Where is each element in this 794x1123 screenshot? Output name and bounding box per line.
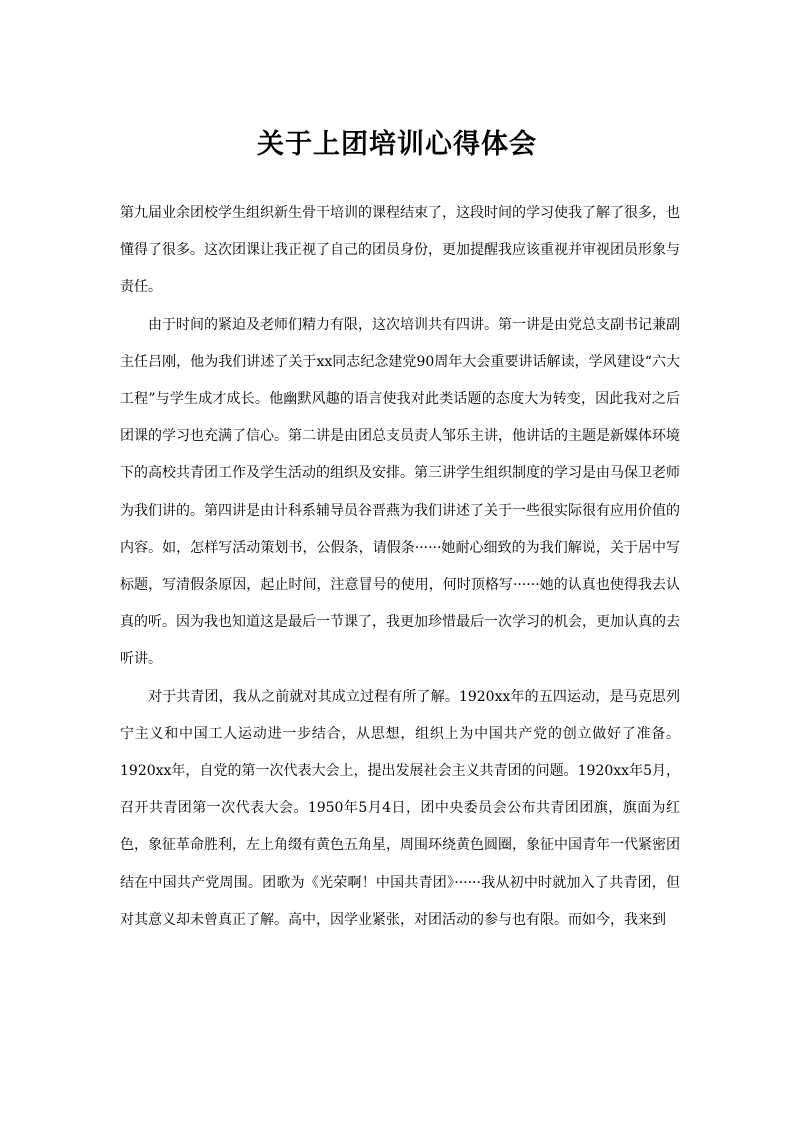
document-title: 关于上团培训心得体会: [257, 129, 537, 160]
paragraph-1: 第九届业余团校学生组织新生骨干培训的课程结束了，这段时间的学习使我了解了很多，也懂得了很多。这次团课让我正视了自己的团员身份，更加提醒我应该重视并审视团员形象与责任。: [120, 205, 680, 296]
paragraph-3: 对于共青团，我从之前就对其成立过程有所了解。1920xx年的五四运动，是马克思列宁主义和中国工人运动进一步结合，从思想，组织上为中国共产党的创立做好了准备。1920xx年，自党的第一次代表大会上，提出发展社会主义共青团的问题。1920xx年5月，召开共青团第一次代表大会。1950年5月4日，团中央委员会公布共青团团旗，旗面为红色，象征革命胜利，左上角缀有黄色五角星，周围环绕黄色圆圈，象征中国青年一代紧密团结在中国共产党周围。团歌为《光荣啊！中国共青团》······我从初中时就加入了共青团，但对其意义却未曾真正了解。高中，因学业紧张，对团活动的参与也有限。而如今，我来到: [120, 688, 680, 928]
paragraph-2: 由于时间的紧迫及老师们精力有限，这次培训共有四讲。第一讲是由党总支副书记兼副主任吕刚，他为我们讲述了关于xx同志纪念建党90周年大会重要讲话解读，学风建设“六大工程”与学生成才成长。他幽默风趣的语言使我对此类话题的态度大为转变，因此我对之后团课的学习也充满了信心。第二讲是由团总支员责人邹乐主讲，他讲话的主题是新媒体环境下的高校共青团工作及学生活动的组织及安排。第三讲学生组织制度的学习是由马保卫老师为我们讲的。第四讲是由计科系辅导员谷晋燕为我们讲述了关于一些很实际很有应用价值的内容。如，怎样写活动策划书，公假条，请假条······她耐心细致的为我们解说，关于居中写标题，写清假条原因，起止时间，注意冒号的使用，何时顶格写······她的认真也使得我去认真的听。因为我也知道这是最后一节课了，我更加珍惜最后一次学习的机会，更加认真的去听讲。: [120, 316, 680, 668]
document-body: [120, 195, 680, 939]
